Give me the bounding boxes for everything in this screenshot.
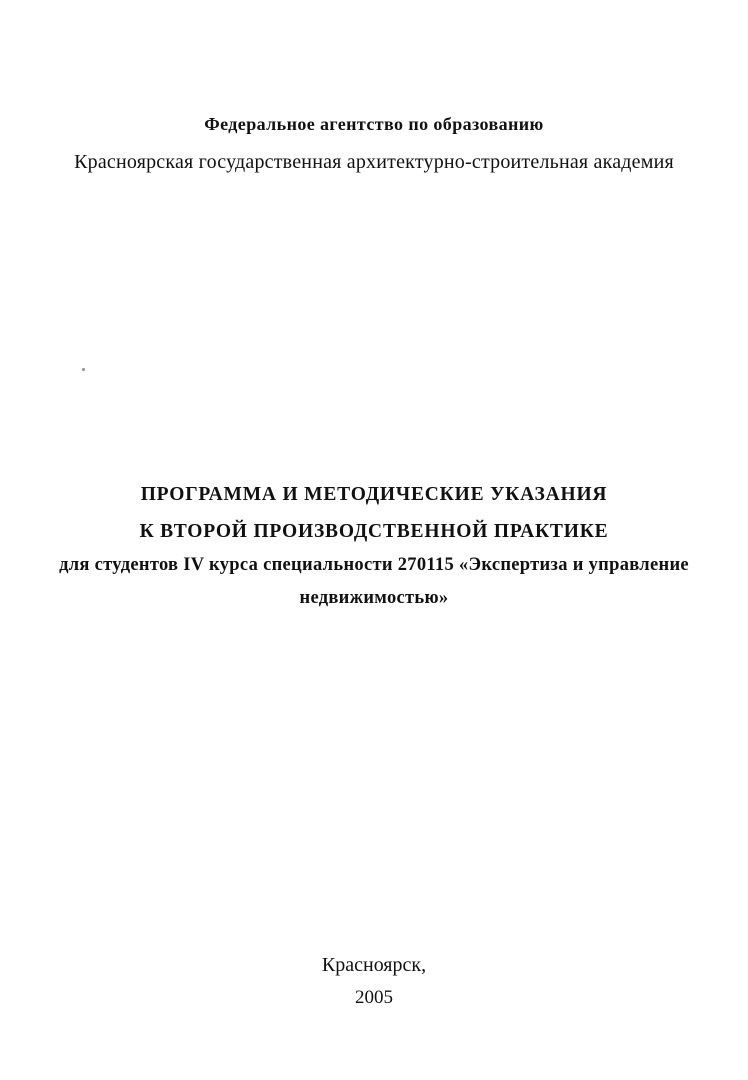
document-title-line-1: ПРОГРАММА И МЕТОДИЧЕСКИЕ УКАЗАНИЯ (140, 484, 608, 505)
federal-agency-line: Федеральное агентство по образованию (204, 114, 544, 134)
document-title-line-2: К ВТОРОЙ ПРОИЗВОДСТВЕННОЙ ПРАКТИКЕ (139, 521, 609, 542)
document-subtitle-line-2: недвижимостью» (299, 588, 449, 608)
scan-artifact-speck (82, 368, 85, 371)
academy-name-line: Красноярская государственная архитектурно-строительная академия (74, 151, 674, 173)
publication-year: 2005 (355, 987, 393, 1008)
publication-city: Красноярск, (321, 954, 427, 976)
document-subtitle-line-1: для студентов IV курса специальности 270115 «Экспертиза и управление (59, 555, 689, 575)
